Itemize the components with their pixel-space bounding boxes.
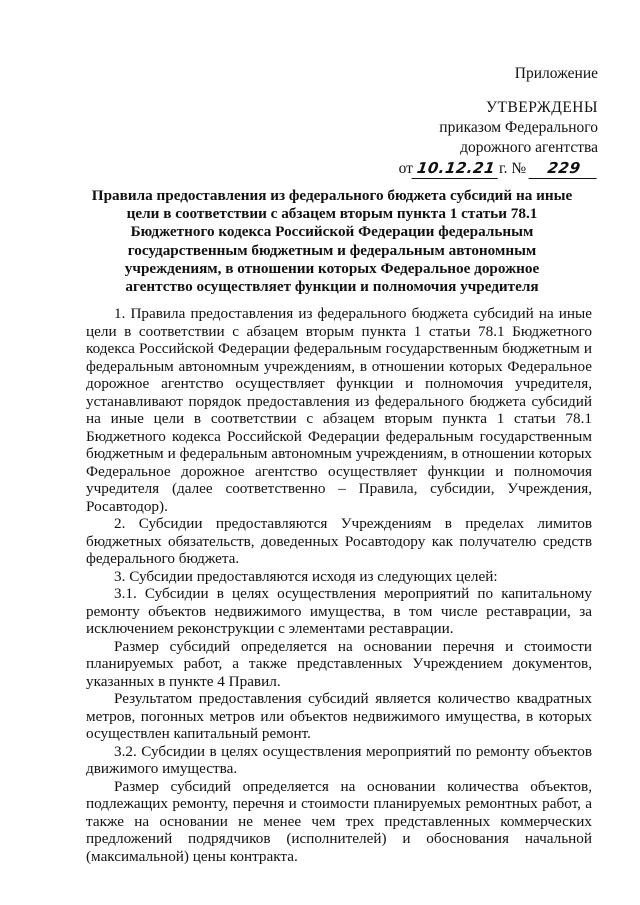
date-prefix: от <box>398 160 413 177</box>
order-line-1: приказом Федерального <box>439 119 598 136</box>
order-date-line <box>399 158 598 179</box>
order-line-2: дорожного агентства <box>460 139 598 156</box>
paragraph: Размер субсидий определяется на основании количества объектов, подлежащих ремонту, перечня и стоимости планируемых ремонтных работ, а также на основании не менее чем трех представленных коммерческих предложений подрядчиков (исполнителей) и обоснования начальной (максимальной) цены контракта. <box>86 777 592 865</box>
paragraph: 3.2. Субсидии в целях осуществления мероприятий по ремонту объектов движимого имущества. <box>86 742 592 777</box>
appendix-text: Приложение <box>514 65 598 82</box>
paragraph: 3.1. Субсидии в целях осуществления мероприятий по капитальному ремонту объектов недвижимого имущества, в том числе реставрации, за исключением реконструкции с элементами реставрации. <box>86 585 592 637</box>
handwritten-date: 10.12.21 <box>411 158 500 179</box>
paragraph: Размер субсидий определяется на основании перечня и стоимости планируемых работ, а также представленных Учреждением документов, указанных в пункте 4 Правил. <box>86 637 592 690</box>
paragraph: Результатом предоставления субсидий является количество квадратных метров, погонных метров или объектов недвижимого имущества, в которых осуществлен капитальный ремонт. <box>86 690 592 742</box>
approved-heading: УТВЕРЖДЕНЫ <box>486 99 598 116</box>
handwritten-order-number: 229 <box>529 158 600 179</box>
paragraph: 2. Субсидии предоставляются Учреждениям в пределах лимитов бюджетных обязательств, доведенных Росавтодору как получателю средств федерального бюджета. <box>86 515 592 567</box>
approval-block <box>399 98 598 179</box>
document-title: Правила предоставления из федерального бюджета субсидий на иные цели в соответствии с абзацем вторым пункта 1 статьи 78.1 Бюджетного кодекса Российской Федерации федеральным государственным бюджетным и федеральным автономным учреждениям, в отношении которых Федеральное дорожное агентство осуществляет функции и полномочия учредителя <box>91 187 573 296</box>
date-suffix: г. № <box>498 160 527 177</box>
appendix-label <box>515 64 598 84</box>
document-body <box>86 305 592 865</box>
paragraph: 3. Субсидии предоставляются исходя из следующих целей: <box>114 567 498 585</box>
paragraph: 1. Правила предоставления из федерального бюджета субсидий на иные цели в соответствии с абзацем вторым пункта 1 статьи 78.1 Бюджетного кодекса Российской Федерации федеральным государственным бюджетным и федеральным автономным учреждениям, в отношении которых Федеральное дорожное агентство осуществляет функции и полномочия учредителя, устанавливают порядок предоставления из федерального бюджета субсидий на иные цели в соответствии с абзацем вторым пункта 1 статьи 78.1 Бюджетного кодекса Российской Федерации федеральным государственным бюджетным и федеральным автономным учреждениям, в отношении которых Федеральное дорожное агентство осуществляет функции и полномочия учредителя (далее соответственно – Правила, субсидии, Учреждения, Росавтодор). <box>86 305 592 515</box>
